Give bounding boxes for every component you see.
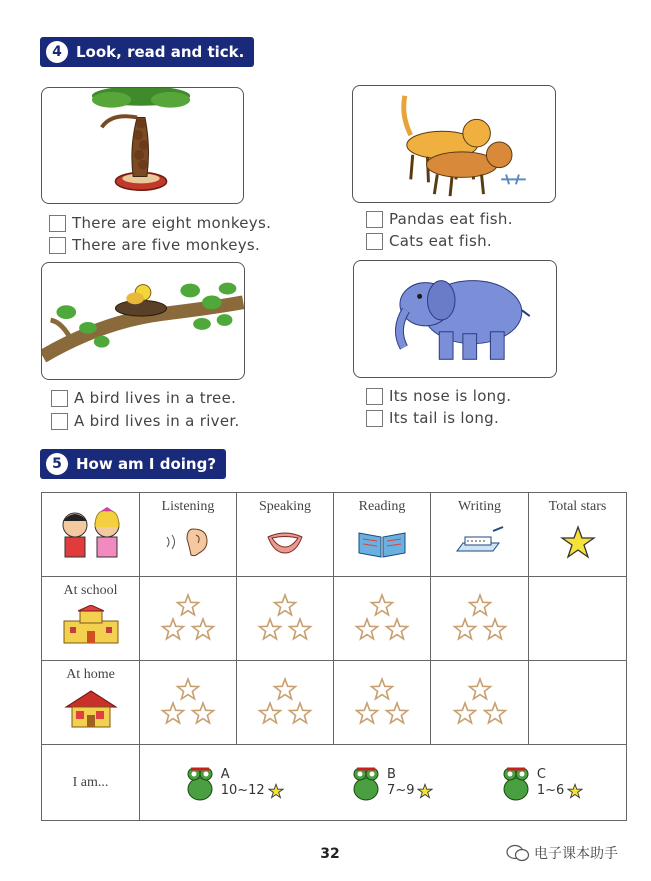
grade-b[interactable]: B 7~9 [349,763,433,803]
book-icon [355,525,409,559]
total-stars-home[interactable] [529,661,627,745]
option-pandas-eat-fish[interactable]: Pandas eat fish. [366,210,513,228]
checkbox[interactable] [366,211,383,228]
frog-icon [349,763,383,803]
self-assessment-table [41,492,627,821]
checkbox[interactable] [49,215,66,232]
house-icon [62,689,120,729]
col-reading: Reading [334,493,431,577]
three-star-outline-icon [253,677,317,729]
iam-label-cell: I am... [42,745,140,821]
checkbox[interactable] [366,233,383,250]
writing-pad-icon [453,525,507,559]
stars-home-speaking[interactable] [237,661,334,745]
three-star-outline-icon [448,677,512,729]
grades-cell [140,745,627,821]
three-star-outline-icon [350,593,414,645]
stars-school-speaking[interactable] [237,577,334,661]
stars-home-writing[interactable] [431,661,529,745]
stars-school-writing[interactable] [431,577,529,661]
section-5-header [40,449,226,479]
chat-bubble-icon [506,844,530,862]
cats-picture [352,85,556,203]
monkeys-picture [41,87,244,204]
checkbox[interactable] [51,413,68,430]
section-5-title: How am I doing? [76,455,217,473]
stars-home-reading[interactable] [334,661,431,745]
option-bird-lives-tree[interactable]: A bird lives in a tree. [51,389,236,407]
page-number: 32 [320,846,340,862]
option-eight-monkeys[interactable]: There are eight monkeys. [49,214,271,232]
mouth-icon [260,525,310,559]
row-at-school-label: At school [42,577,140,661]
star-icon [417,783,433,799]
stars-school-listening[interactable] [140,577,237,661]
three-star-outline-icon [448,593,512,645]
checkbox[interactable] [366,388,383,405]
row-at-home-label: At home [42,661,140,745]
frog-icon [183,763,217,803]
col-writing: Writing [431,493,529,577]
checkbox[interactable] [366,410,383,427]
star-icon [560,525,596,559]
children-icon [51,505,131,559]
section-5-number: 5 [46,453,68,475]
section-4-header [40,37,254,67]
section-4-number: 4 [46,41,68,63]
col-listening: Listening [140,493,237,577]
children-cell [42,493,140,577]
option-cats-eat-fish[interactable]: Cats eat fish. [366,232,492,250]
option-bird-lives-river[interactable]: A bird lives in a river. [51,412,240,430]
bird-nest-picture [41,262,245,380]
school-icon [60,605,122,645]
option-nose-long[interactable]: Its nose is long. [366,387,511,405]
star-icon [268,783,284,799]
three-star-outline-icon [253,593,317,645]
three-star-outline-icon [350,677,414,729]
three-star-outline-icon [156,593,220,645]
checkbox[interactable] [49,237,66,254]
three-star-outline-icon [156,677,220,729]
elephant-picture [353,260,557,378]
col-total-stars: Total stars [529,493,627,577]
col-speaking: Speaking [237,493,334,577]
option-tail-long[interactable]: Its tail is long. [366,409,499,427]
section-4-title: Look, read and tick. [76,43,245,61]
watermark: 电子课本助手 [506,843,618,863]
stars-school-reading[interactable] [334,577,431,661]
total-stars-school[interactable] [529,577,627,661]
grade-a[interactable]: A 10~12 [183,763,284,803]
ear-icon [163,525,213,559]
stars-home-listening[interactable] [140,661,237,745]
option-five-monkeys[interactable]: There are five monkeys. [49,236,260,254]
checkbox[interactable] [51,390,68,407]
frog-icon [499,763,533,803]
star-icon [567,783,583,799]
grade-c[interactable]: C 1~6 [499,763,583,803]
